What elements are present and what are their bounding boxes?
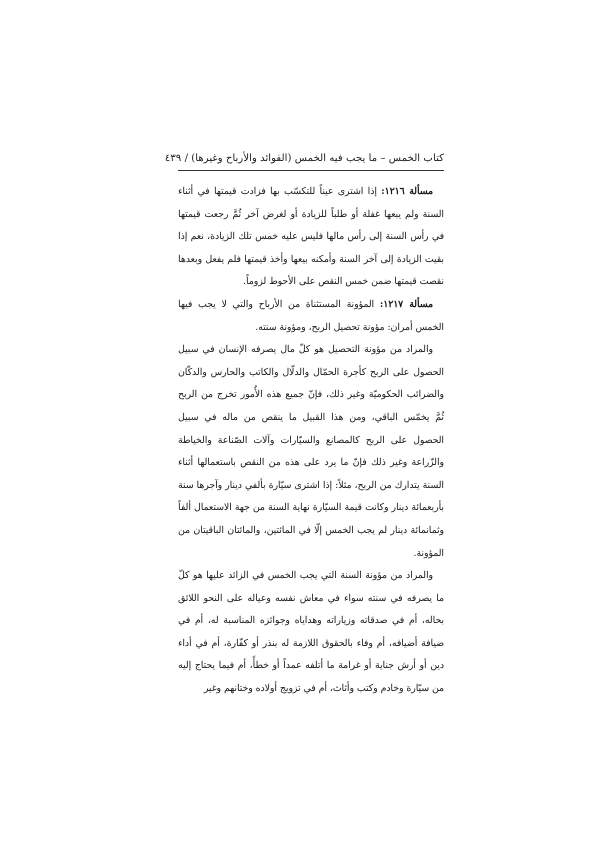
- header-separator: /: [181, 153, 192, 164]
- issue-label: مسألة ١٢١٦:: [381, 186, 433, 197]
- issue-1216-paragraph: [178, 181, 444, 294]
- header-title: كتاب الخمس – ما يجب فيه الخمس (الفوائد والأرباح وغيرها): [191, 153, 444, 164]
- paragraph-text: والمراد من مؤونة التحصيل هو كلّ مال يصرفه الإنسان في سبيل الحصول على الربح كأجرة الحمّال والدلّال والكاتب والحارس والدكّان والضرائب الحكوميّة وغير ذلك، فإنّ جميع هذه الأُمور تخرج من الربح ثُمَّ يخمّس الباقي، ومن هذا القبيل ما ينقص من ماله في سبيل الحصول على الربح كالمصانع والسيّارات وآلات الصّناعة والخياطة والزّراعة وغير ذلك فإنّ ما يرد على هذه من النقص باستعمالها أثناء السنة يتدارك من الربح، مثلاً: إذا اشترى سيّارة بألفي دينار وآجرها سنة بأربعمائة دينار وكانت قيمة السيّارة نهاية السنة من جهة الاستعمال ألفاً وثمانمائة دينار لم يجب الخمس إلّا في المائتين، والمائتان الباقيتان من المؤونة.: [178, 344, 444, 559]
- page-body: [178, 181, 444, 701]
- acquisition-cost-paragraph: [178, 339, 444, 565]
- header-divider: [178, 170, 444, 171]
- issue-1217-paragraph: [178, 294, 444, 339]
- running-header: [164, 152, 444, 166]
- paragraph-text: إذا اشترى عيناً للتكسّب بها فزادت قيمتها في أثناء السنة ولم يبعها غفلة أو طلباً للزيادة أو لغرض آخر ثُمَّ رجعت قيمتها في رأس السنة إلى رأس مالها فليس عليه خمس تلك الزيادة، نعم إذا بقيت الزيادة إلى آخر السنة وأمكنه بيعها وأخذ قيمتها فلم يفعل وبعدها نقصت قيمتها ضمن خمس النقص على الأحوط لزوماً.: [178, 186, 444, 288]
- issue-label: مسألة ١٢١٧:: [379, 298, 433, 310]
- paragraph-text: المؤونة المستثناة من الأرباح والتي لا يجب فيها الخمس أمران: مؤونة تحصيل الربح، ومؤونة سنته.: [178, 298, 444, 333]
- paragraph-text: والمراد من مؤونة السنة التي يجب الخمس في الزائد عليها هو كلّ ما يصرفه في سنته سواء في معاش نفسه وعياله على النحو اللائق بحاله، أم في صدقاته وزياراته وهداياه وجوائزه المناسبة له، أم في ضيافة أضيافه، أم وفاء بالحقوق اللازمة له بنذر أو كفّارة، أم في أداء دين أو أرش جناية أو غرامة ما أتلفه عمداً أو خطأً، أم فيما يحتاج إليه من سيّارة وخادم وكتب وأثاث، أم في تزويج أولاده وختانهم وغير: [178, 570, 444, 695]
- annual-cost-paragraph: [178, 565, 444, 701]
- page-number: ٤٣٩: [164, 153, 182, 164]
